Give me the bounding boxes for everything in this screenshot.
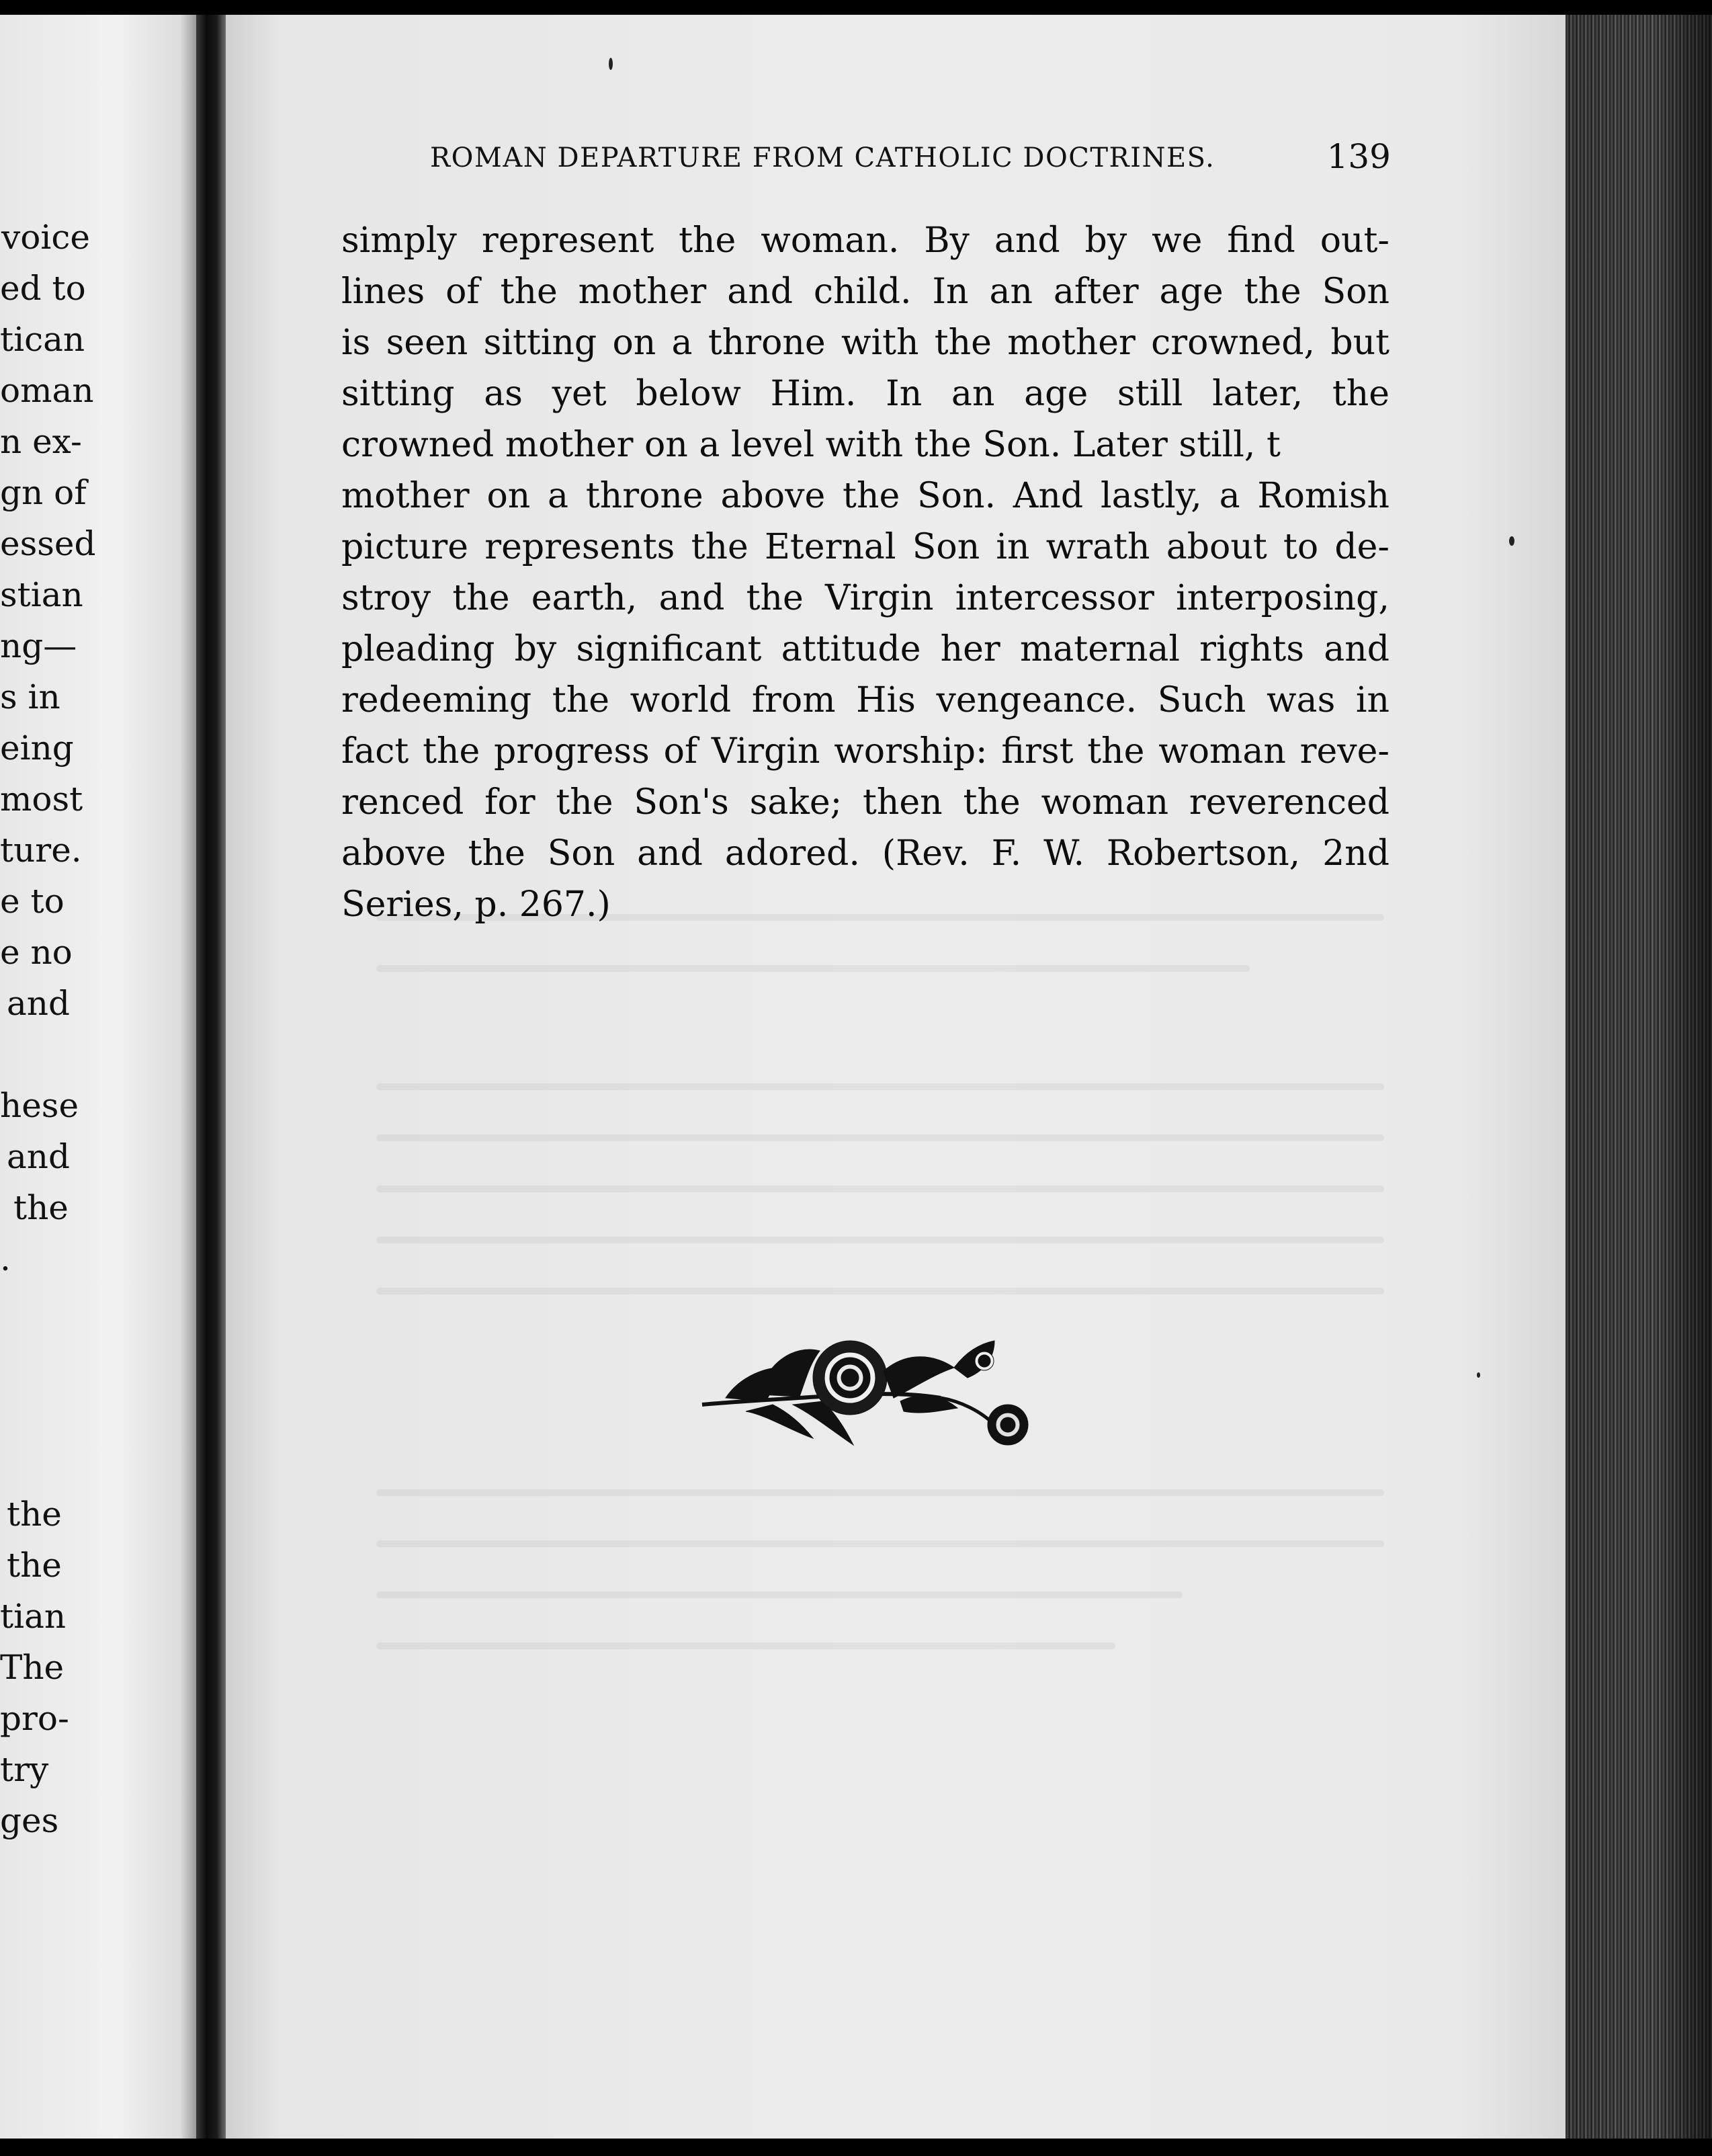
show-through-line xyxy=(376,1288,1384,1294)
body-line: renced for the Son's sake; then the woman reverenced xyxy=(341,782,1389,823)
left-page-fragment: ed to xyxy=(0,269,86,308)
left-page-fragment: most xyxy=(0,780,83,819)
body-line: picture represents the Eternal Son in wrath about to de- xyxy=(341,527,1389,567)
book-gutter xyxy=(196,15,226,2139)
floral-tailpiece-icon xyxy=(699,1337,1041,1452)
left-page-fragment: the xyxy=(7,1495,62,1534)
body-line: sitting as yet below Him. In an age still later, the xyxy=(341,374,1389,414)
left-facing-page xyxy=(0,15,196,2139)
show-through-line xyxy=(376,1591,1183,1598)
left-page-fragment: The xyxy=(0,1648,65,1687)
book-fore-edge-shading xyxy=(1566,15,1712,2139)
left-page-fragment: stian xyxy=(0,575,83,614)
left-page-fragment: essed xyxy=(0,524,96,563)
body-line: mother on a throne above the Son. And lastly, a Romish xyxy=(341,476,1389,516)
body-line: redeeming the world from His vengeance. Such was in xyxy=(341,680,1389,720)
show-through-line xyxy=(376,1134,1384,1141)
scan-speck xyxy=(609,58,613,70)
body-line: pleading by significant attitude her maternal rights and xyxy=(341,629,1389,669)
left-page-fragment: try xyxy=(0,1750,49,1789)
left-page-fragment: ture. xyxy=(0,831,82,870)
left-page-fragment: n ex- xyxy=(0,422,82,461)
left-page-fragment: and xyxy=(7,984,71,1023)
show-through-line xyxy=(376,1540,1384,1547)
left-page-fragment: e no xyxy=(0,933,73,972)
left-page-fragment: pro- xyxy=(0,1699,69,1738)
left-page-fragment: gn of xyxy=(0,473,87,512)
body-line: Series, p. 267.) xyxy=(341,884,611,925)
body-line: lines of the mother and child. In an after age the Son xyxy=(341,272,1389,312)
left-page-fragment: ng— xyxy=(0,626,77,665)
body-line: above the Son and adored. (Rev. F. W. Robertson, 2nd xyxy=(341,833,1389,874)
body-line: is seen sitting on a throne with the mother crowned, but xyxy=(341,323,1389,363)
scan-speck xyxy=(1509,536,1514,546)
left-page-fragment: the xyxy=(7,1546,62,1585)
left-page-fragment: and xyxy=(7,1137,71,1176)
scan-border-bottom xyxy=(0,2139,1712,2156)
body-line: stroy the earth, and the Virgin intercessor interposing, xyxy=(341,578,1389,618)
body-line: simply represent the woman. By and by we find out- xyxy=(341,220,1389,261)
scan-speck xyxy=(1477,1372,1480,1378)
left-page-fragment: tican xyxy=(0,320,85,359)
show-through-line xyxy=(376,1643,1115,1649)
scan-border-top xyxy=(0,0,1712,15)
show-through-line xyxy=(376,1083,1384,1090)
left-page-fragment: the xyxy=(13,1188,69,1227)
show-through-line xyxy=(376,1237,1384,1243)
left-page-fragment: eing xyxy=(0,729,74,768)
left-page-fragment: . xyxy=(0,1239,11,1278)
body-line: fact the progress of Virgin worship: first the woman reve- xyxy=(341,731,1389,772)
show-through-line xyxy=(376,1489,1384,1496)
left-page-fragment: ges xyxy=(0,1801,59,1840)
show-through-line xyxy=(376,1186,1384,1192)
body-line: crowned mother on a level with the Son. Later still, t xyxy=(341,425,1281,465)
left-page-fragment: tian xyxy=(0,1597,67,1636)
left-page-fragment: e to xyxy=(0,882,65,921)
running-head xyxy=(430,138,1391,178)
left-page-fragment: voice xyxy=(1,218,90,257)
show-through-line xyxy=(376,965,1250,972)
page-number: 139 xyxy=(1326,137,1391,176)
left-page-fragment: hese xyxy=(0,1086,79,1125)
left-page-fragment: s in xyxy=(0,677,60,716)
running-title: ROMAN DEPARTURE FROM CATHOLIC DOCTRINES. xyxy=(430,142,1215,173)
left-page-fragment: oman xyxy=(0,371,94,410)
